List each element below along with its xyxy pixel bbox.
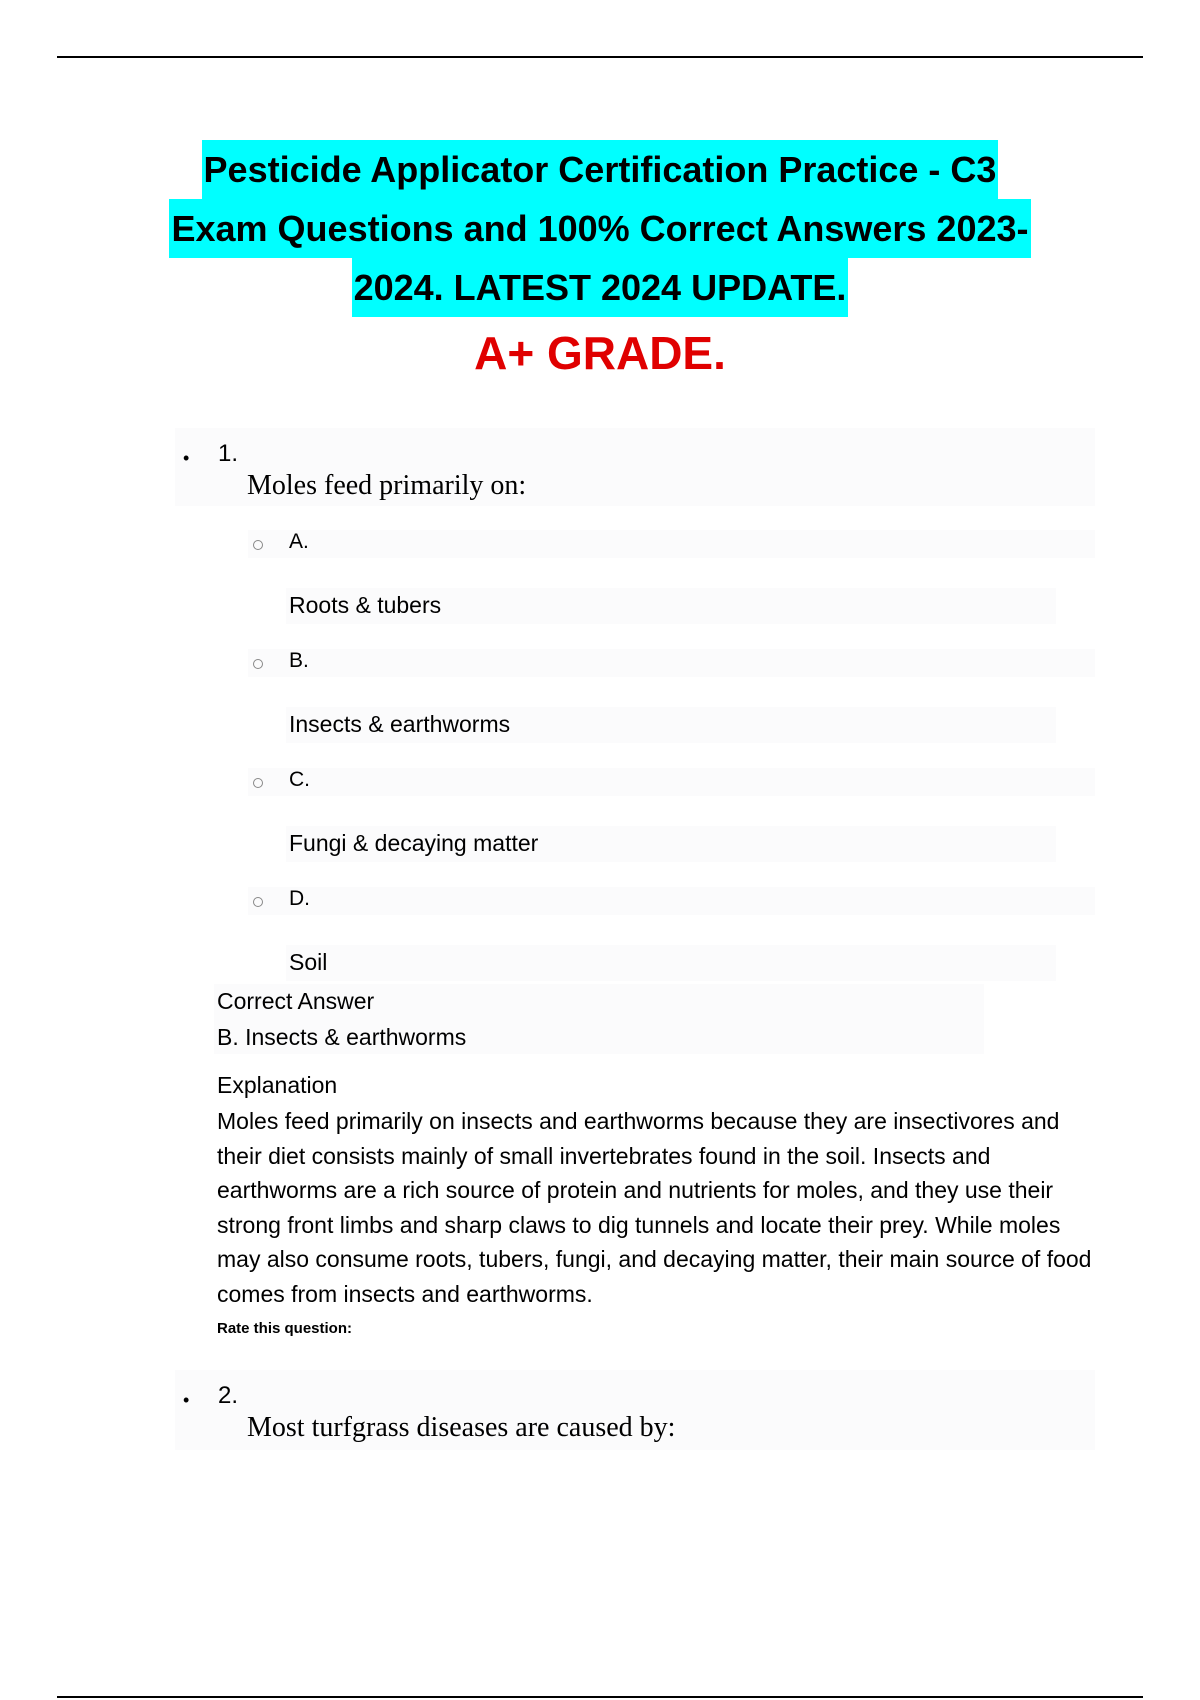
question-1-number: 1.: [218, 440, 239, 467]
option-b-radio[interactable]: [253, 659, 263, 669]
option-c-letter: C.: [289, 768, 310, 791]
question-2-bullet: •: [183, 1390, 190, 1410]
document-title: [0, 140, 1200, 387]
question-1-text: Moles feed primarily on:: [247, 470, 527, 501]
correct-answer-value: B. Insects & earthworms: [217, 1024, 467, 1050]
grade-label: A+ GRADE.: [474, 327, 726, 379]
explanation-text: Moles feed primarily on insects and earthworms because they are insectivores and their diet consists mainly of small invertebrates found in the soil. Insects and earthworms are a rich source of protein and nutrients for moles, and they use their strong front limbs and sharp claws to dig tunnels and locate their prey. While moles may also consume roots, tubers, fungi, and decaying matter, their main source of food comes from insects and earthworms.: [217, 1108, 1092, 1307]
option-d-text: Soil: [289, 949, 328, 975]
title-line-1: Pesticide Applicator Certification Practice - C3: [202, 140, 999, 199]
option-a-radio[interactable]: [253, 540, 263, 550]
question-2-number: 2.: [218, 1382, 239, 1409]
option-a-letter-shade: [248, 530, 1095, 558]
option-a-letter: A.: [289, 530, 309, 553]
question-2-text: Most turfgrass diseases are caused by:: [247, 1412, 676, 1443]
option-d-text-shade: [286, 945, 1056, 981]
correct-answer-label: Correct Answer: [217, 988, 375, 1014]
rate-question-label: Rate this question:: [217, 1320, 353, 1337]
title-line-3: 2024. LATEST 2024 UPDATE.: [352, 258, 849, 317]
option-a-text: Roots & tubers: [289, 592, 442, 618]
option-b-letter: B.: [289, 649, 309, 672]
option-c-letter-shade: [248, 768, 1095, 796]
option-c-radio[interactable]: [253, 778, 263, 788]
option-d-radio[interactable]: [253, 897, 263, 907]
option-b-text: Insects & earthworms: [289, 711, 511, 737]
option-d-letter-shade: [248, 887, 1095, 915]
question-1-bullet: •: [183, 448, 190, 468]
option-b-letter-shade: [248, 649, 1095, 677]
option-d-letter: D.: [289, 887, 310, 910]
title-line-2: Exam Questions and 100% Correct Answers 2023-: [169, 199, 1030, 258]
bottom-rule: [57, 1696, 1143, 1698]
top-rule: [57, 56, 1143, 58]
option-c-text: Fungi & decaying matter: [289, 830, 539, 856]
explanation-label: Explanation: [217, 1072, 338, 1098]
